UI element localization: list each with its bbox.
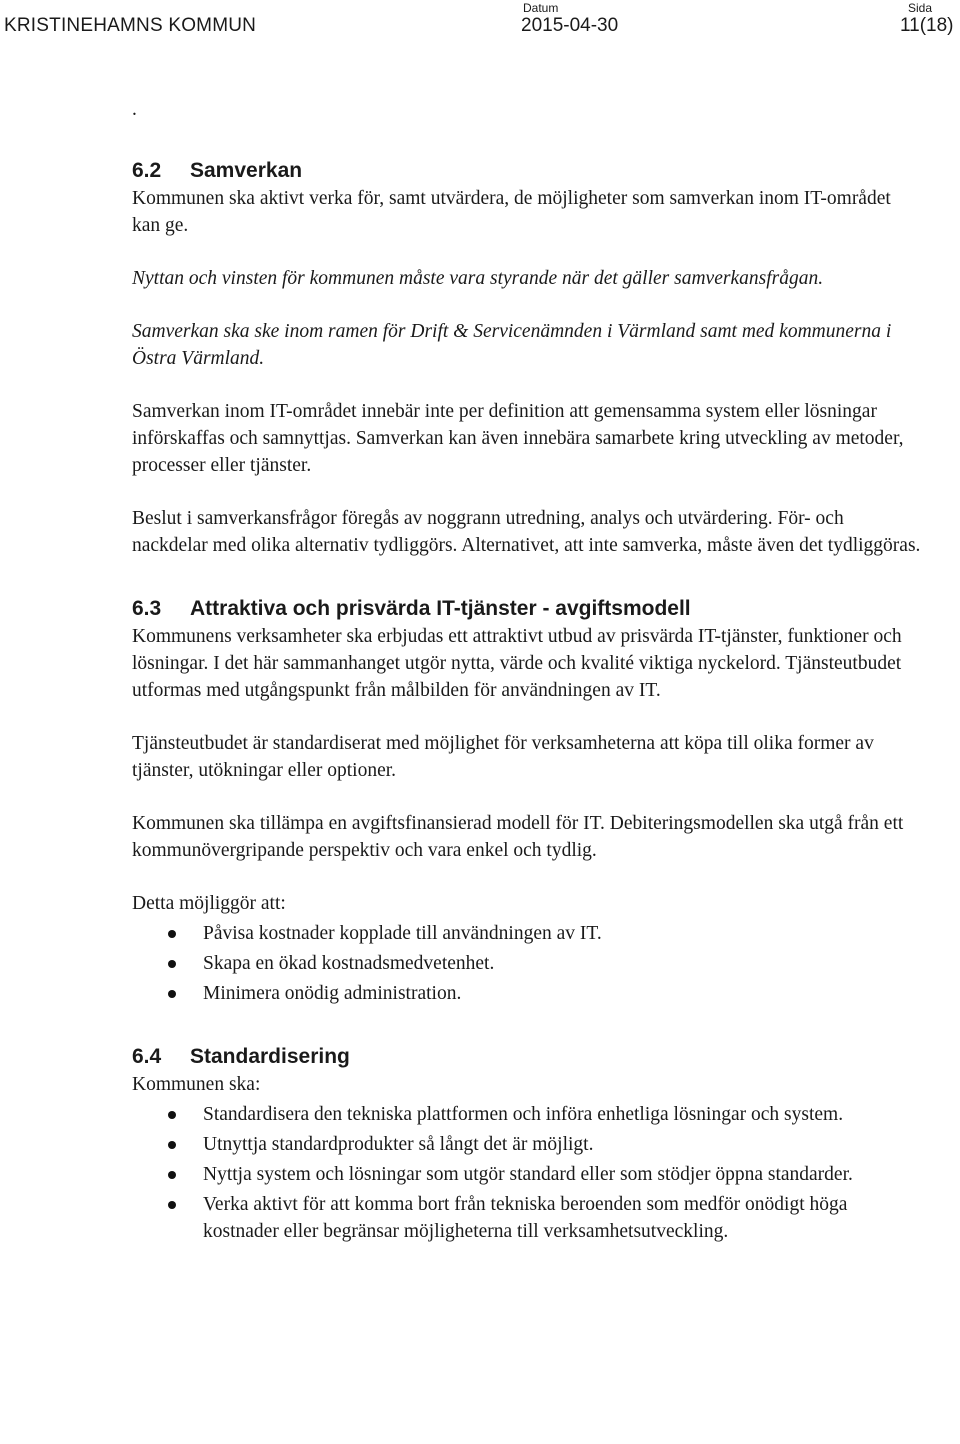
list-intro: Kommunen ska:	[132, 1074, 261, 1095]
bullet-icon	[168, 930, 176, 938]
paragraph-italic: Samverkan ska ske inom ramen för Drift & Servicenämnden i Värmland samt med kommunerna i Östra Värmland.	[132, 321, 892, 369]
section-heading-6-3	[132, 595, 922, 623]
list-item: Minimera onödig administration.	[132, 980, 922, 1007]
date-value: 2015-04-30	[521, 15, 619, 36]
paragraph-italic: Nyttan och vinsten för kommunen måste vara styrande när det gäller samverkansfrågan.	[132, 268, 824, 289]
paragraph: Tjänsteutbudet är standardiserat med möjlighet för verksamheterna att köpa till olika former av tjänster, utökningar eller optioner.	[132, 733, 874, 781]
bullet-icon	[168, 1141, 176, 1149]
list-item: Utnyttja standardprodukter så långt det är möjligt.	[132, 1131, 922, 1158]
bullet-list	[132, 920, 922, 1007]
bullet-list	[132, 1101, 922, 1245]
document-body	[132, 96, 922, 1245]
page-header	[0, 0, 960, 50]
list-item: Skapa en ökad kostnadsmedvetenhet.	[132, 950, 922, 977]
section-title: Standardisering	[190, 1045, 350, 1068]
date-label: Datum	[523, 1, 559, 15]
paragraph: Samverkan inom IT-området innebär inte per definition att gemensamma system eller lösningar införskaffas och samnyttjas. Samverkan kan även innebära samarbete kring utveckling av metoder, processer eller tjänster.	[132, 401, 904, 476]
section-heading-6-2	[132, 157, 922, 185]
list-intro: Detta möjliggör att:	[132, 893, 286, 914]
paragraph: Beslut i samverkansfrågor föregås av noggrann utredning, analys och utvärdering. För- och nackdelar med olika alternativ tydliggörs. Alternativet, att inte samverka, måste även det tydliggöras.	[132, 508, 921, 556]
section-number: 6.2	[132, 159, 162, 182]
paragraph: Kommunen ska tillämpa en avgiftsfinansierad modell för IT. Debiteringsmodellen ska utgå från ett kommunövergripande perspektiv och vara enkel och tydlig.	[132, 813, 904, 861]
list-item: Nyttja system och lösningar som utgör standard eller som stödjer öppna standarder.	[132, 1161, 922, 1188]
page-label: Sida	[908, 1, 933, 15]
list-item: Påvisa kostnader kopplade till användningen av IT.	[132, 920, 922, 947]
section-title: Samverkan	[190, 159, 303, 182]
bullet-icon	[168, 960, 176, 968]
list-item: Verka aktivt för att komma bort från tekniska beroenden som medför onödigt höga kostnader eller begränsar möjligheterna till verksamhetsutveckling.	[132, 1191, 922, 1245]
section-number: 6.4	[132, 1045, 162, 1068]
bullet-icon	[168, 1201, 176, 1209]
section-number: 6.3	[132, 597, 162, 620]
bullet-icon	[168, 1171, 176, 1179]
lead-dot: .	[132, 99, 137, 120]
organization-name: KRISTINEHAMNS KOMMUN	[4, 15, 257, 36]
paragraph: Kommunen ska aktivt verka för, samt utvärdera, de möjligheter som samverkan inom IT-området kan ge.	[132, 188, 891, 236]
bullet-icon	[168, 990, 176, 998]
list-item: Standardisera den tekniska plattformen och införa enhetliga lösningar och system.	[132, 1101, 922, 1128]
paragraph: Kommunens verksamheter ska erbjudas ett attraktivt utbud av prisvärda IT-tjänster, funktioner och lösningar. I det här sammanhanget utgör nytta, värde och kvalité viktiga nyckelord. Tjänsteutbudet utformas med utgångspunkt från målbilden för användningen av IT.	[132, 626, 902, 701]
page-number: 11(18)	[900, 15, 954, 36]
section-heading-6-4	[132, 1043, 922, 1071]
section-title: Attraktiva och prisvärda IT-tjänster - avgiftsmodell	[190, 597, 691, 620]
bullet-icon	[168, 1111, 176, 1119]
